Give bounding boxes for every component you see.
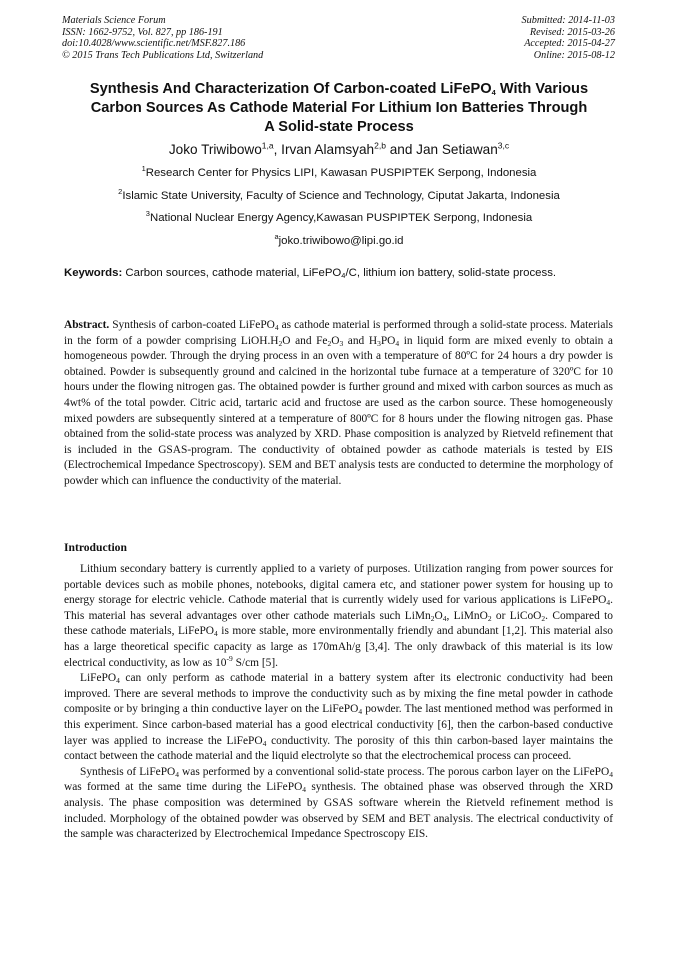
journal-name: Materials Science Forum bbox=[62, 15, 166, 26]
publication-dates bbox=[522, 15, 615, 61]
affiliation-1: $^1$Research Center for Physics LIPI, Kawasan PUSPIPTEK Serpong, Indonesia bbox=[141, 164, 537, 179]
paragraph: Lithium secondary battery is currently applied to a variety of purposes. Utilization ranging from power sources for portable devices such as mobile phones, notebooks, digital camera etc, and stationer power system for housing up to energy storage for electric vehicle. Cathode material that is currently widely used for various applications is LiFePO$_4$. This material has several advantages over other cathode materials such $LiMn_2O_4$, LiMnO$_2$ or LiCoO$_2$. Compared to these cathode materials, LiFePO$_4$ is more stable, more environmentally friendly and abundant [1,2]. This material also has a large theoretical specific capacity as large as 170mAh/g [3,4]. The only drawback of this material is its low electrical conductivity, as low as $10^{-9}$ S/cm [5]. bbox=[64, 563, 614, 669]
date-revised: Revised: 2015-03-26 bbox=[529, 26, 615, 38]
author-name: Jan Setiawan bbox=[416, 142, 498, 157]
affiliation-3: $^3$National Nuclear Energy Agency,Kawasan PUSPIPTEK Serpong, Indonesia bbox=[145, 209, 533, 224]
title-line-3: A Solid-state Process bbox=[264, 119, 414, 135]
abstract-paragraph: Abstract. Synthesis of carbon-coated LiFePO$_4$ as cathode material is performed through a solid-state process. Materials in the form of a powder comprising $LiOH.H_2O$ and $Fe_2O_3$ and $H_3PO_4$ in liquid form are mixed evenly to obtain a homogeneous powder. Through the drying process in an oven with a temperature of 80ºC for 24 hours a dry powder is obtained. Powder is subsequently ground and calcined in the horizontal tube furnace at a temperature of 320ºC for 10 hours under the flowing nitrogen gas. The obtained powder is further ground and mixed with carbon sources as much as 4wt% of the total powder. Citric acid, tartaric acid and fructose are used as the carbon source. These homogeneously mixed powders are subsequently sintered at a temperature of 800ºC for 8 hours under the flowing nitrogen gas. Phase obtained from the solid-state process was analyzed by XRD. Phase composition is analyzed by Rietveld refinement that is included in the GSAS-program. The conductivity of obtained powder as cathode materials is tested by EIS (Electrochemical Impedance Spectroscopy). SEM and BET analysis tests are conducted to determine the morphology of powder which can influence the conductivity of the material. bbox=[64, 319, 613, 487]
date-accepted: Accepted: 2015-04-27 bbox=[524, 38, 615, 50]
journal-doi: doi:10.4028/www.scientific.net/MSF.827.186 bbox=[62, 38, 246, 50]
journal-copyright: © 2015 Trans Tech Publications Ltd, Switzerland bbox=[62, 49, 264, 61]
author-affil-mark: 2,b bbox=[374, 140, 386, 151]
date-submitted: Submitted: 2014-11-03 bbox=[521, 15, 615, 26]
keywords: Keywords: Carbon sources, cathode material, LiFePO$_4$/C, lithium ion battery, solid-state process. bbox=[64, 267, 557, 280]
section-heading-introduction: Introduction bbox=[64, 541, 127, 554]
paragraph: Synthesis of LiFePO$_4$ was performed by a conventional solid-state process. The porous carbon layer on the LiFePO$_4$ was formed at the same time during the LiFePO$_4$ synthesis. The obtained phase was observed through the XRD analysis. The phase composition was determined by GSAS software wherein the Rietveld refinement method is included. Morphology of the obtained powder was observed by SEM and BET analysis. The electrical conductivity of the sample was characterized by Electrochemical Impedance Spectroscopy EIS. bbox=[64, 765, 613, 841]
paragraph: LiFePO$_4$ can only perform as cathode material in a battery system after its electronic conductivity had been improved. There are several methods to improve the conductivity such as by mixing the fine metal powder in cathode composite or by bringing a thin conductive layer on the LiFePO$_4$ powder. The last mentioned method was performed in this experiment. Since carbon-based material has a good electrical conductivity [6], then the carbon-based conductive layer was applied to increase the LiFePO$_4$ conductivity. The porosity of this thin carbon-based layer maintains the contact between the cathode material and the liquid electrolyte so that the electrochemical process can proceed. bbox=[64, 672, 613, 763]
journal-info bbox=[62, 15, 263, 61]
affiliation-2: $^2$Islamic State University, Faculty of Science and Technology, Ciputat Jakarta, Indonesia bbox=[118, 187, 560, 202]
abstract-label: Abstract. bbox=[64, 319, 110, 331]
paper-title bbox=[40, 80, 638, 137]
author-affil-mark: 1,a bbox=[261, 140, 274, 151]
author-name: Irvan Alamsyah bbox=[281, 142, 375, 157]
introduction-body bbox=[64, 562, 613, 843]
author-list: Joko Triwibowo$^{1,a}$, Irvan Alamsyah$^{2,b}$ and Jan Setiawan$^{3,c}$ bbox=[168, 140, 510, 157]
date-online: Online: 2015-08-12 bbox=[533, 49, 615, 61]
author-email[interactable]: $^a$joko.triwibowo@lipi.go.id bbox=[274, 232, 404, 247]
title-line-1: Synthesis And Characterization Of Carbon-coated LiFePO$_4$ With Various bbox=[89, 81, 589, 97]
author-affil-mark: 3,c bbox=[497, 140, 510, 151]
abstract bbox=[64, 318, 613, 490]
keywords-label: Keywords: bbox=[64, 267, 123, 279]
journal-issn: ISSN: 1662-9752, Vol. 827, pp 186-191 bbox=[62, 26, 223, 38]
title-line-2: Carbon Sources As Cathode Material For Lithium Ion Batteries Through bbox=[90, 100, 588, 116]
author-name: Joko Triwibowo bbox=[168, 142, 262, 157]
